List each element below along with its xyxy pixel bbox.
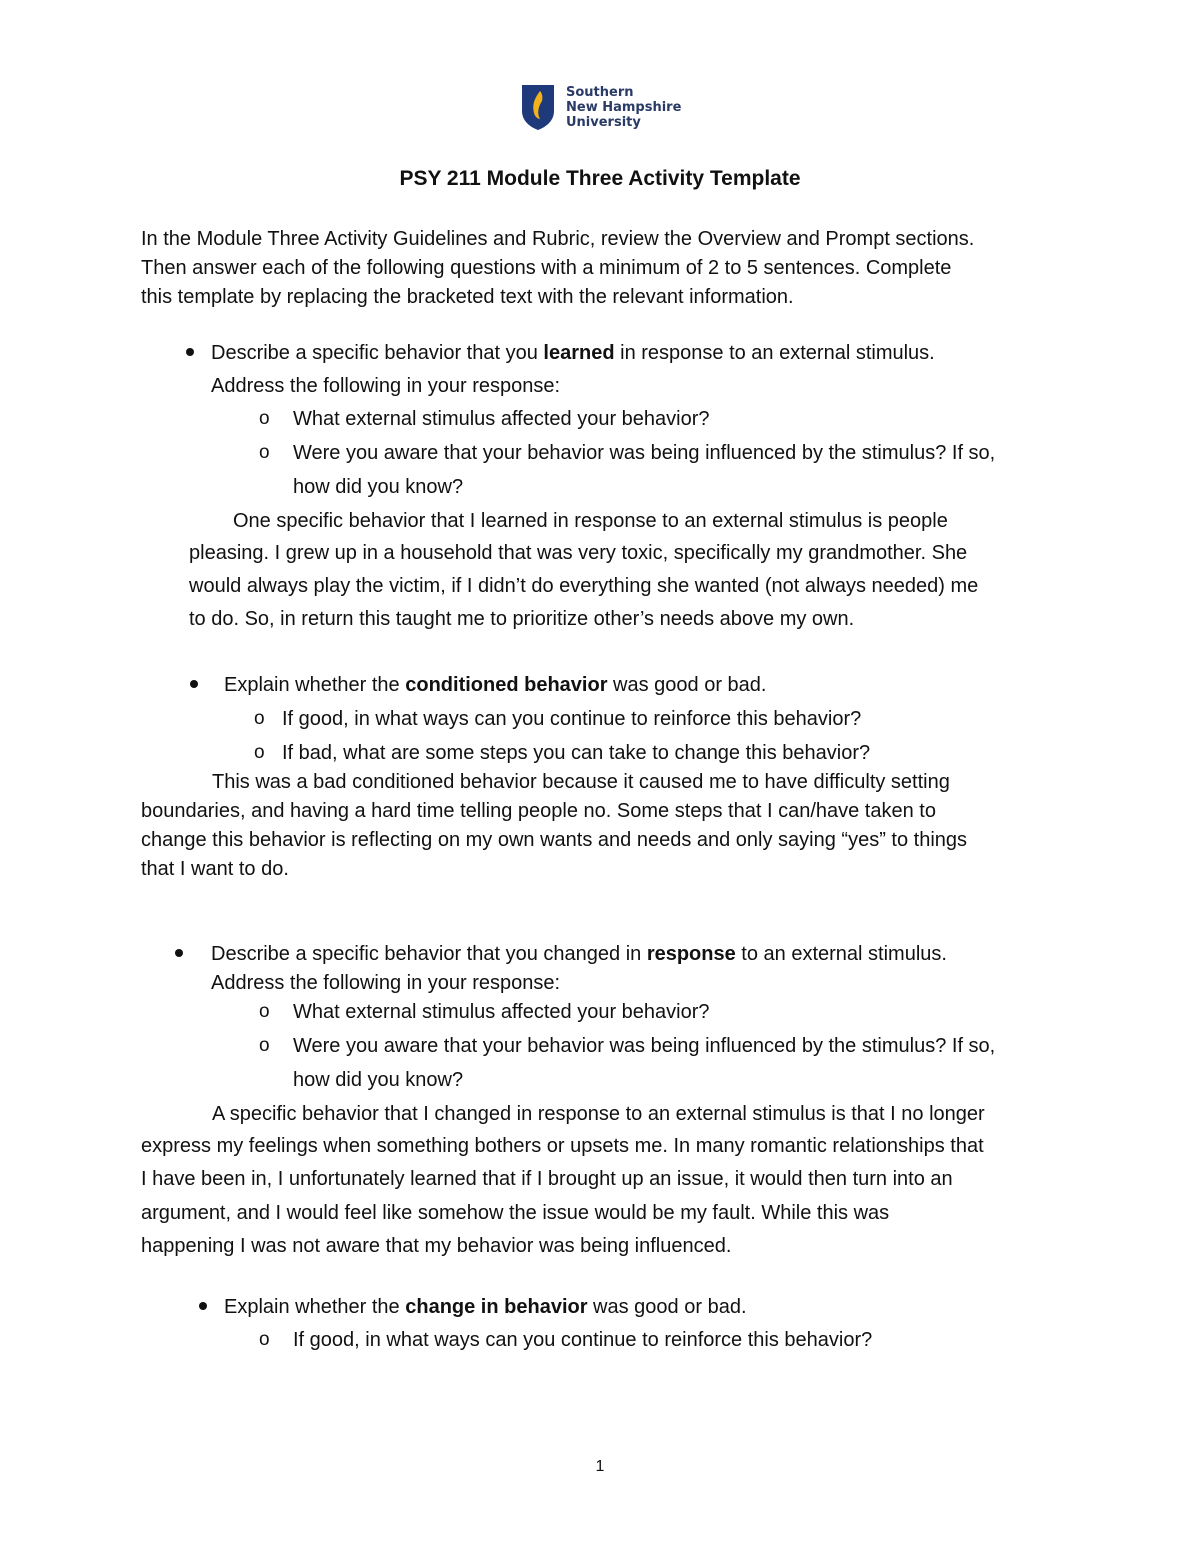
section1-address: Address the following in your response:: [211, 375, 561, 397]
section3-answer-line-5: happening I was not aware that my behavior was being influenced.: [141, 1235, 732, 1257]
bullet-dot: [199, 1302, 207, 1310]
section2-sub-1: If good, in what ways can you continue to reinforce this behavior?: [282, 708, 862, 730]
shield-logo-icon: [520, 83, 556, 131]
section3-answer-line-1: A specific behavior that I changed in response to an external stimulus is that I no longer: [212, 1103, 985, 1125]
section2-answer-line-3: change this behavior is reflecting on my own wants and needs and only saying “yes” to things: [141, 829, 968, 851]
intro-line-3: this template by replacing the bracketed text with the relevant information.: [141, 286, 794, 308]
section4-bullet: [224, 1295, 747, 1319]
section1-sub-2-line-1: Were you aware that your behavior was being influenced by the stimulus? If so,: [293, 442, 996, 464]
bullet-dot: [190, 680, 198, 688]
section3-answer-line-2: express my feelings when something bothers or upsets me. In many romantic relationships that: [141, 1135, 984, 1157]
section2-bullet: [224, 673, 766, 697]
section2-answer-line-2: boundaries, and having a hard time telling people no. Some steps that I can/have taken to: [141, 800, 936, 822]
bullet-text-bold: conditioned behavior: [405, 674, 608, 696]
intro-line-1: In the Module Three Activity Guidelines and Rubric, review the Overview and Prompt sections.: [141, 228, 975, 250]
section3-sub-1: What external stimulus affected your behavior?: [293, 1001, 710, 1023]
section2-answer-line-1: This was a bad conditioned behavior because it caused me to have difficulty setting: [212, 771, 950, 793]
bullet-text-post: was good or bad.: [607, 674, 767, 696]
bullet-text-bold: change in behavior: [405, 1296, 588, 1318]
bullet-text-bold: response: [646, 943, 736, 965]
page-number: 1: [595, 1458, 605, 1475]
section1-answer-line-1: One specific behavior that I learned in response to an external stimulus is people: [233, 510, 948, 532]
section2-sub-2: If bad, what are some steps you can take to change this behavior?: [282, 742, 871, 764]
snhu-logo: [520, 83, 690, 133]
logo-line-2: New Hampshire: [566, 100, 682, 115]
page-title: PSY 211 Module Three Activity Template: [399, 167, 801, 190]
bullet-text-pre: Describe a specific behavior that you: [211, 342, 544, 364]
sub-bullet-marker: o: [259, 408, 270, 429]
section3-sub-2-line-1: Were you aware that your behavior was being influenced by the stimulus? If so,: [293, 1035, 996, 1057]
section3-address: Address the following in your response:: [211, 972, 561, 994]
section1-answer-line-4: to do. So, in return this taught me to prioritize other’s needs above my own.: [189, 608, 855, 630]
section1-sub-1: What external stimulus affected your behavior?: [293, 408, 710, 430]
section1-sub-2-line-2: how did you know?: [293, 476, 464, 498]
sub-bullet-marker: o: [259, 1329, 270, 1350]
sub-bullet-marker: o: [259, 442, 270, 463]
bullet-text-bold: learned: [543, 342, 615, 364]
section2-answer-line-4: that I want to do.: [141, 858, 289, 880]
bullet-text-pre: Explain whether the: [224, 1296, 406, 1318]
bullet-dot: [186, 348, 194, 356]
section3-answer-line-3: I have been in, I unfortunately learned that if I brought up an issue, it would then turn into an: [141, 1168, 953, 1190]
sub-bullet-marker: o: [254, 742, 265, 763]
intro-line-2: Then answer each of the following questions with a minimum of 2 to 5 sentences. Complete: [141, 257, 952, 279]
logo-line-3: University: [566, 115, 641, 130]
logo-line-1: Southern: [566, 85, 634, 100]
section1-answer-line-3: would always play the victim, if I didn’t do everything she wanted (not always needed) me: [189, 575, 979, 597]
bullet-text-pre: Describe a specific behavior that you changed in: [211, 943, 647, 965]
section1-bullet: [211, 341, 935, 365]
sub-bullet-marker: o: [254, 708, 265, 729]
bullet-text-pre: Explain whether the: [224, 674, 406, 696]
bullet-dot: [175, 949, 183, 957]
section3-bullet: [211, 942, 947, 966]
bullet-text-post: was good or bad.: [587, 1296, 747, 1318]
section3-sub-2-line-2: how did you know?: [293, 1069, 464, 1091]
section1-answer-line-2: pleasing. I grew up in a household that was very toxic, specifically my grandmother. She: [189, 542, 968, 564]
sub-bullet-marker: o: [259, 1001, 270, 1022]
bullet-text-post: in response to an external stimulus.: [614, 342, 935, 364]
bullet-text-post: to an external stimulus.: [735, 943, 947, 965]
section4-sub-1: If good, in what ways can you continue to reinforce this behavior?: [293, 1329, 873, 1351]
logo-wordmark: [566, 85, 681, 130]
section3-answer-line-4: argument, and I would feel like somehow the issue would be my fault. While this was: [141, 1202, 890, 1224]
sub-bullet-marker: o: [259, 1035, 270, 1056]
